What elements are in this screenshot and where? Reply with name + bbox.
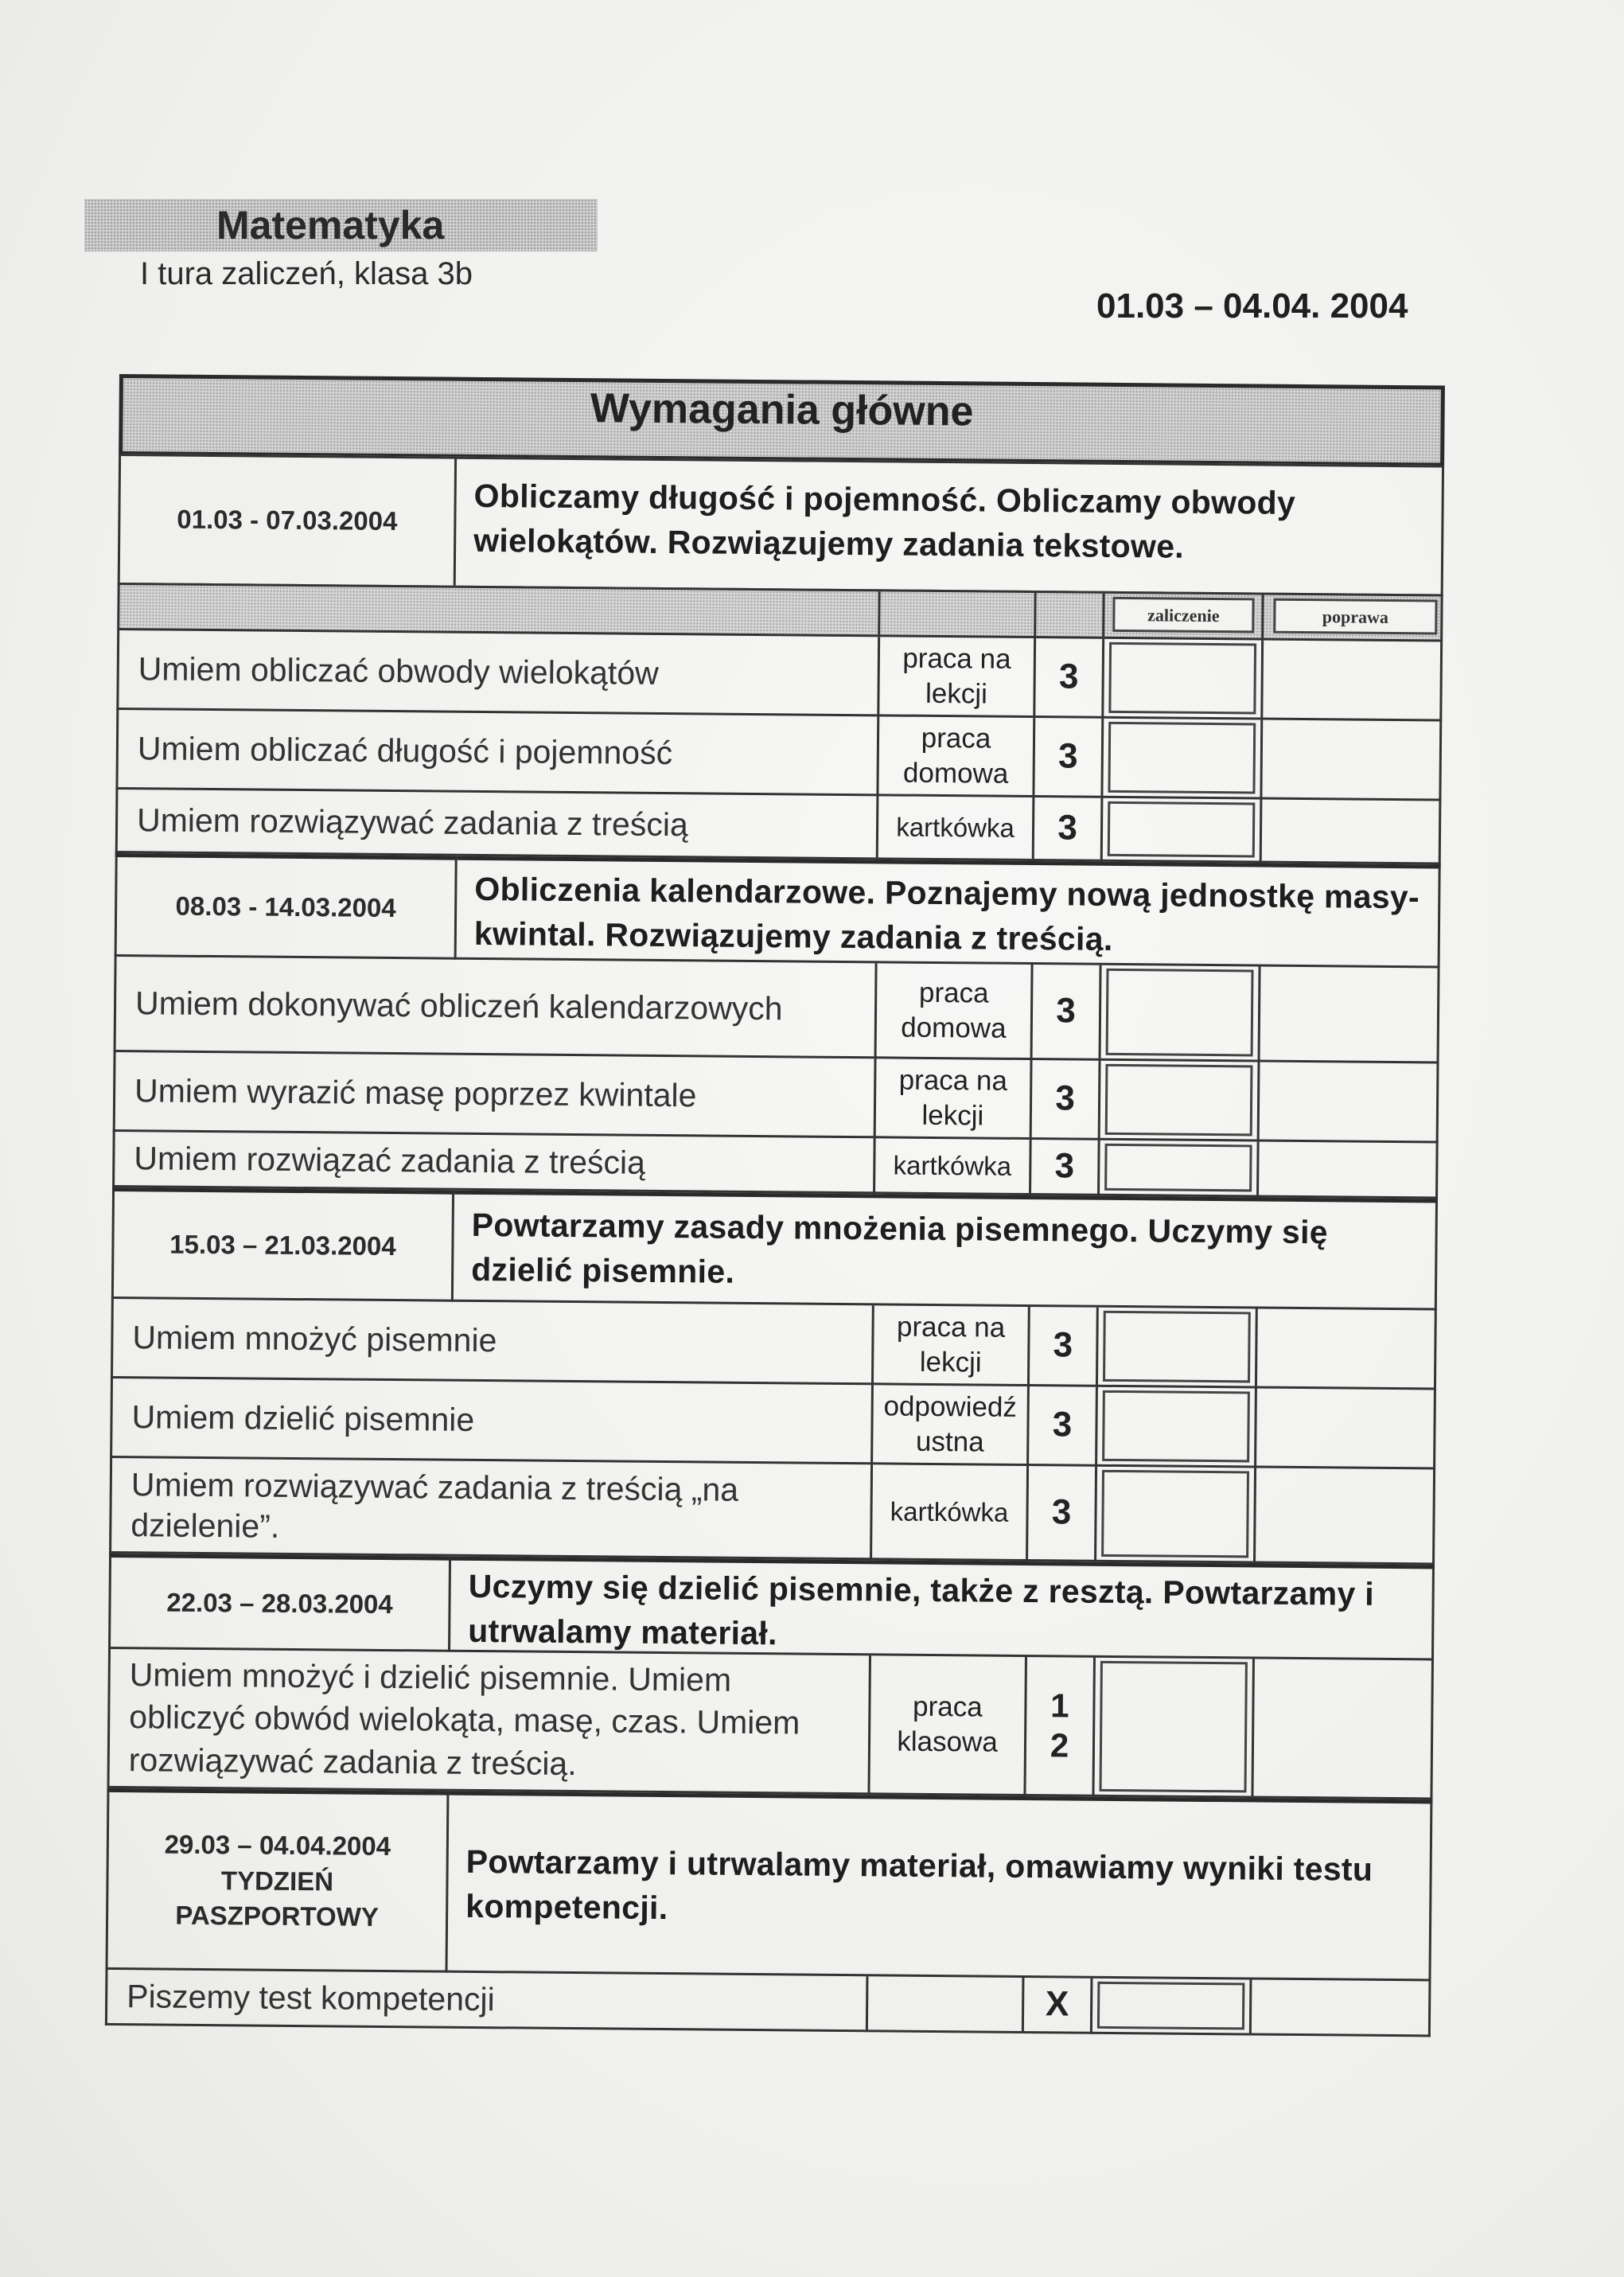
subtitle: I tura zaliczeń, klasa 3b xyxy=(140,256,473,291)
zaliczenie-cell xyxy=(1098,1061,1258,1142)
poprawa-cell xyxy=(1251,1659,1434,1799)
table-row xyxy=(107,1649,1433,1800)
period-range: 01.03 – 04.04. 2004 xyxy=(1096,287,1408,326)
points-value: 3 xyxy=(1030,965,1100,1061)
skill-label: Umiem mnożyć pisemnie xyxy=(111,1299,872,1385)
table-row xyxy=(109,1458,1435,1565)
form-label xyxy=(866,1976,1022,2033)
skill-label: Umiem rozwiązać zadania z treścią xyxy=(112,1132,874,1194)
points-value: 3 xyxy=(1030,1060,1099,1140)
zaliczenie-cell xyxy=(1100,719,1260,800)
week-range: 29.03 – 04.04.2004 TYDZIEŃ PASZPORTOWY xyxy=(106,1788,450,1973)
skill-label: Umiem mnożyć i dzielić pisemnie. Umiem obliczyć obwód wielokąta, masę, czas. Umiem rozwiązywać zadania z treścią. xyxy=(107,1649,868,1795)
table-row xyxy=(114,957,1440,1064)
week-topic: Powtarzamy i utrwalamy materiał, omawiamy wyniki testu kompetencji. xyxy=(447,1792,1432,1982)
form-label: praca domowa xyxy=(876,716,1033,797)
table-row xyxy=(111,1299,1437,1390)
poprawa-cell xyxy=(1254,1389,1436,1470)
form-label: praca domowa xyxy=(874,963,1031,1060)
skill-label: Umiem rozwiązywać zadania z treścią xyxy=(115,790,877,860)
table-title: Wymagania główne xyxy=(119,374,1445,466)
form-label: praca na lekcji xyxy=(871,1305,1028,1386)
zaliczenie-cell xyxy=(1097,1140,1257,1198)
subject-title: Matematyka xyxy=(84,199,598,251)
poprawa-cell xyxy=(1258,967,1440,1064)
table-row xyxy=(105,1970,1431,2037)
form-label: praca na lekcji xyxy=(877,637,1034,718)
form-label: praca klasowa xyxy=(867,1655,1025,1796)
zaliczenie-cell xyxy=(1090,1979,1250,2036)
zaliczenie-cell xyxy=(1095,1387,1255,1468)
poprawa-cell xyxy=(1249,1979,1431,2037)
skill-label: Umiem dzielić pisemnie xyxy=(110,1378,871,1464)
poprawa-cell xyxy=(1255,1309,1437,1390)
skill-label: Piszemy test kompetencji xyxy=(105,1970,867,2032)
points-value: 3 xyxy=(1033,638,1102,719)
week-topic: Uczymy się dzielić pisemnie, także z resztą. Powtarzamy i utrwalamy materiał. xyxy=(450,1557,1435,1661)
poprawa-cell xyxy=(1253,1468,1435,1565)
week-header xyxy=(118,454,1444,597)
week-topic: Obliczamy długość i pojemność. Obliczamy obwody wielokątów. Rozwiązujemy zadania tekstowe. xyxy=(456,457,1444,597)
table-row xyxy=(113,1052,1439,1144)
requirements-table xyxy=(105,374,1445,2053)
poprawa-cell xyxy=(1260,641,1443,722)
poprawa-cell xyxy=(1257,1062,1439,1144)
week-header xyxy=(115,853,1441,969)
zaliczenie-cell xyxy=(1094,1467,1254,1564)
form-label: odpowiedź ustna xyxy=(870,1385,1027,1466)
table-row xyxy=(115,790,1442,865)
points-value: 3 xyxy=(1027,1307,1096,1387)
form-label: kartkówka xyxy=(870,1464,1026,1562)
form-label: praca na lekcji xyxy=(874,1059,1030,1140)
skill-label: Umiem dokonywać obliczeń kalendarzowych xyxy=(114,957,875,1059)
poprawa-cell xyxy=(1260,800,1442,865)
table-row xyxy=(110,1378,1436,1470)
points-value: 3 xyxy=(1032,797,1101,862)
points-value: 1 2 xyxy=(1023,1657,1093,1797)
points-value: 3 xyxy=(1032,718,1101,798)
skill-label: Umiem rozwiązywać zadania z treścią „na dzielenie”. xyxy=(109,1458,870,1560)
week-range: 15.03 – 21.03.2004 xyxy=(111,1187,454,1302)
column-poprawa: poprawa xyxy=(1273,598,1437,635)
points-value: 3 xyxy=(1026,1386,1096,1467)
week-header xyxy=(106,1788,1433,1982)
points-value: 3 xyxy=(1029,1140,1098,1196)
table-row xyxy=(115,710,1442,801)
poprawa-cell xyxy=(1260,720,1442,801)
zaliczenie-cell xyxy=(1099,965,1259,1062)
zaliczenie-cell xyxy=(1096,1308,1256,1389)
zaliczenie-cell xyxy=(1101,639,1261,720)
week-topic: Obliczenia kalendarzowe. Poznajemy nową jednostkę masy- kwintal. Rozwiązujemy zadania z treścią. xyxy=(457,856,1441,969)
poprawa-cell xyxy=(1256,1142,1439,1199)
form-label: kartkówka xyxy=(876,796,1033,861)
zaliczenie-cell xyxy=(1100,798,1260,864)
week-topic: Powtarzamy zasady mnożenia pisemnego. Uczymy się dzielić pisemnie. xyxy=(454,1191,1438,1311)
zaliczenie-cell xyxy=(1092,1658,1252,1799)
week-header xyxy=(108,1554,1435,1661)
week-range: 08.03 - 14.03.2004 xyxy=(115,853,458,960)
week-range: 22.03 – 28.03.2004 xyxy=(108,1554,451,1652)
skill-label: Umiem wyrazić masę poprzez kwintale xyxy=(113,1052,874,1138)
skill-label: Umiem obliczać długość i pojemność xyxy=(115,710,877,796)
points-value: X xyxy=(1022,1978,1091,2034)
week-range: 01.03 - 07.03.2004 xyxy=(118,454,457,588)
week-header xyxy=(111,1187,1438,1311)
column-zaliczenie: zaliczenie xyxy=(1112,597,1254,634)
skill-label: Umiem obliczać obwody wielokątów xyxy=(116,630,878,716)
form-label: kartkówka xyxy=(873,1138,1030,1195)
points-value: 3 xyxy=(1026,1466,1095,1562)
table-row xyxy=(116,630,1443,722)
